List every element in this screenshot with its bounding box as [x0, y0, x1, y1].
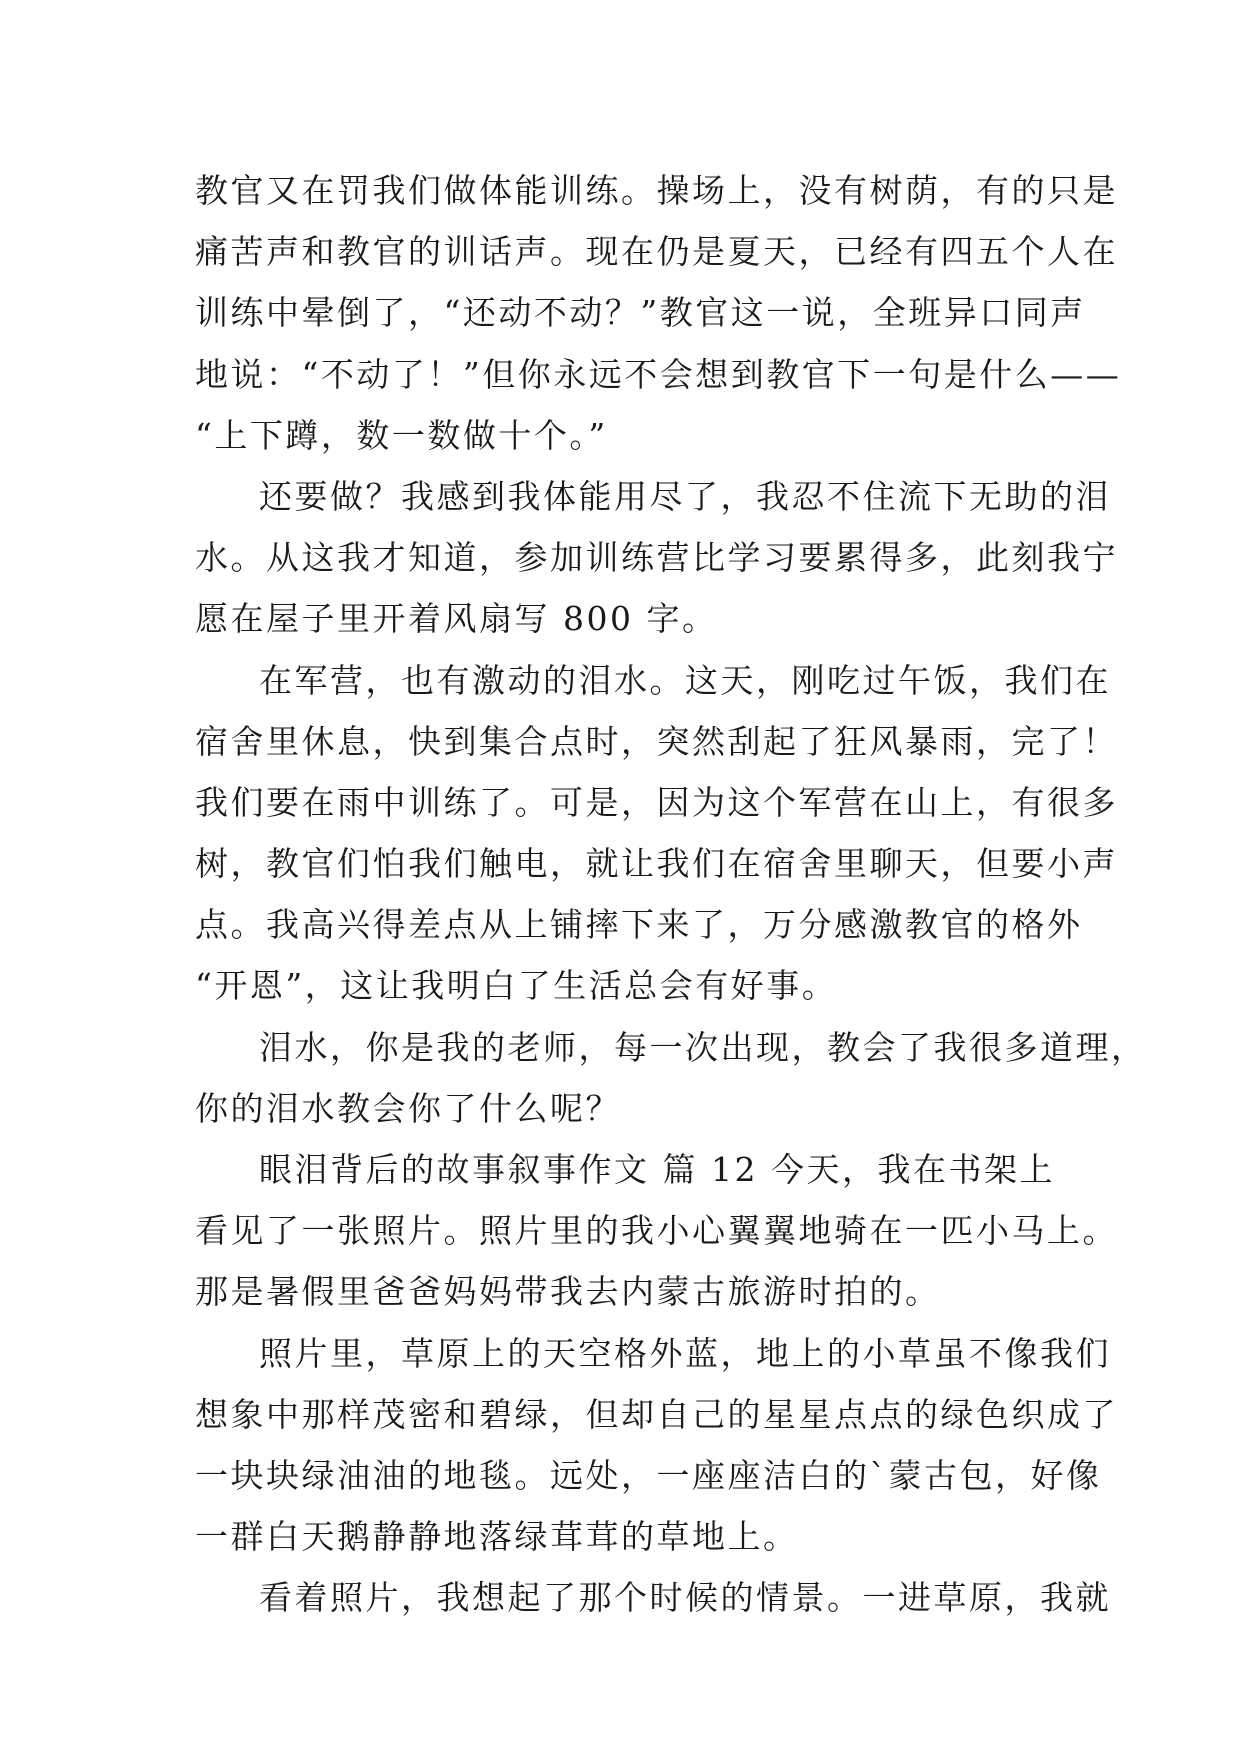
text-line: “上下蹲，数一数做十个。”	[195, 415, 608, 455]
text-line: 痛苦声和教官的训话声。现在仍是夏天，已经有四五个人在	[195, 232, 1118, 272]
text-line: 看着照片，我想起了那个时候的情景。一进草原，我就	[259, 1578, 1111, 1618]
text-line: 地说：“不动了！”但你永远不会想到教官下一句是什么——	[195, 354, 1122, 394]
text-line: 一块块绿油油的地毯。远处，一座座洁白的`蒙古包，好像	[195, 1455, 1102, 1495]
text-line: 泪水，你是我的老师，每一次出现，教会了我很多道理，	[259, 1027, 1147, 1067]
text-line: “开恩”，这让我明白了生活总会有好事。	[195, 966, 838, 1006]
text-line: 一群白天鹅静静地落绿茸茸的草地上。	[195, 1517, 799, 1557]
text-line: 在军营，也有激动的泪水。这天，刚吃过午饭，我们在	[259, 660, 1111, 700]
text-line: 水。从这我才知道，参加训练营比学习要累得多，此刻我宁	[195, 538, 1118, 578]
text-line: 照片里，草原上的天空格外蓝，地上的小草虽不像我们	[259, 1333, 1111, 1373]
text-line: 我们要在雨中训练了。可是，因为这个军营在山上，有很多	[195, 782, 1118, 822]
text-line: 训练中晕倒了，“还动不动？”教官这一说，全班异口同声	[195, 293, 1086, 333]
text-line: 点。我高兴得差点从上铺摔下来了，万分感激教官的格外	[195, 905, 1083, 945]
text-line: 树，教官们怕我们触电，就让我们在宿舍里聊天，但要小声	[195, 844, 1118, 884]
text-line: 宿舍里休息，快到集合点时，突然刮起了狂风暴雨，完了！	[195, 721, 1118, 761]
text-line: 教官又在罚我们做体能训练。操场上，没有树荫，有的只是	[195, 171, 1118, 210]
body-text	[195, 160, 1147, 1629]
text-line: 那是暑假里爸爸妈妈带我去内蒙古旅游时拍的。	[195, 1272, 941, 1312]
text-line: 你的泪水教会你了什么呢？	[195, 1088, 621, 1128]
text-line: 还要做？我感到我体能用尽了，我忍不住流下无助的泪	[259, 476, 1111, 516]
text-line: 眼泪背后的故事叙事作文 篇 12 今天，我在书架上	[259, 1150, 1055, 1189]
text-line: 想象中那样茂密和碧绿，但却自己的星星点点的绿色织成了	[195, 1394, 1118, 1434]
text-line: 看见了一张照片。照片里的我小心翼翼地骑在一匹小马上。	[195, 1211, 1118, 1251]
text-line: 愿在屋子里开着风扇写 800 字。	[195, 599, 718, 639]
